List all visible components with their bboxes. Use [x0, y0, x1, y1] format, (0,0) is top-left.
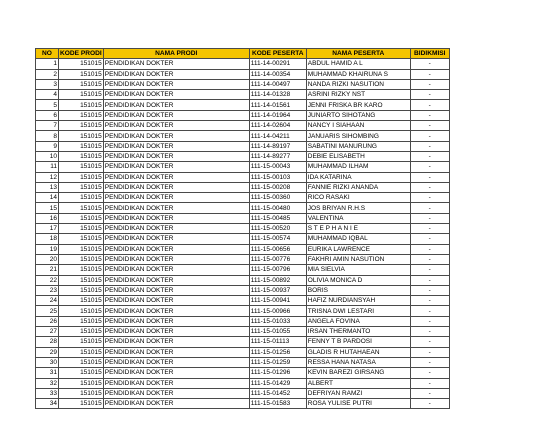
nama-peserta-cell: RESSA HANA NATASA — [306, 357, 410, 367]
nama-prodi-cell: PENDIDIKAN DOKTER — [103, 141, 249, 151]
nama-prodi-cell: PENDIDIKAN DOKTER — [103, 182, 249, 192]
table-row — [36, 234, 450, 244]
bidikmisi-cell: - — [410, 275, 449, 285]
bidikmisi-cell: - — [410, 100, 449, 110]
nama-prodi-cell: PENDIDIKAN DOKTER — [103, 151, 249, 161]
row-number-cell: 11 — [36, 162, 59, 172]
table-row — [36, 306, 450, 316]
table-row — [36, 244, 450, 254]
kode-peserta-cell: 111-15-00796 — [249, 265, 306, 275]
kode-peserta-cell: 111-15-00574 — [249, 234, 306, 244]
kode-prodi-cell: 151015 — [59, 275, 104, 285]
row-number-cell: 34 — [36, 399, 59, 409]
bidikmisi-cell: - — [410, 368, 449, 378]
nama-peserta-cell: KEVIN BAREZI GIRSANG — [306, 368, 410, 378]
kode-prodi-cell: 151015 — [59, 59, 104, 69]
row-number-cell: 14 — [36, 193, 59, 203]
bidikmisi-cell: - — [410, 378, 449, 388]
table-row — [36, 90, 450, 100]
kode-peserta-cell: 111-15-00937 — [249, 285, 306, 295]
kode-prodi-cell: 151015 — [59, 151, 104, 161]
table-row — [36, 193, 450, 203]
bidikmisi-cell: - — [410, 193, 449, 203]
table-row — [36, 316, 450, 326]
nama-prodi-cell: PENDIDIKAN DOKTER — [103, 368, 249, 378]
bidikmisi-cell: - — [410, 234, 449, 244]
nama-prodi-cell: PENDIDIKAN DOKTER — [103, 131, 249, 141]
row-number-cell: 33 — [36, 388, 59, 398]
nama-prodi-cell: PENDIDIKAN DOKTER — [103, 162, 249, 172]
kode-peserta-cell: 111-14-00291 — [249, 59, 306, 69]
nama-peserta-cell: SABATINI MANURUNG — [306, 141, 410, 151]
kode-peserta-cell: 111-14-89277 — [249, 151, 306, 161]
kode-prodi-cell: 151015 — [59, 100, 104, 110]
kode-peserta-cell: 111-14-00354 — [249, 69, 306, 79]
row-number-cell: 7 — [36, 121, 59, 131]
nama-peserta-cell: EURIKA LAWRENCE — [306, 244, 410, 254]
table-row — [36, 265, 450, 275]
nama-peserta-cell: JANUARIS SIHOMBING — [306, 131, 410, 141]
row-number-cell: 15 — [36, 203, 59, 213]
nama-peserta-cell: RICO RASAKI — [306, 193, 410, 203]
row-number-cell: 18 — [36, 234, 59, 244]
kode-peserta-cell: 111-15-00941 — [249, 296, 306, 306]
table-header-row — [36, 49, 450, 59]
kode-prodi-cell: 151015 — [59, 203, 104, 213]
row-number-cell: 9 — [36, 141, 59, 151]
table-row — [36, 182, 450, 192]
kode-prodi-cell: 151015 — [59, 141, 104, 151]
bidikmisi-cell: - — [410, 306, 449, 316]
nama-prodi-cell: PENDIDIKAN DOKTER — [103, 193, 249, 203]
nama-prodi-cell: PENDIDIKAN DOKTER — [103, 110, 249, 120]
nama-peserta-cell: S T E P H A N I E — [306, 224, 410, 234]
table-row — [36, 79, 450, 89]
nama-peserta-cell: VALENTINA — [306, 213, 410, 223]
table-row — [36, 347, 450, 357]
table-row — [36, 378, 450, 388]
table-row — [36, 69, 450, 79]
nama-peserta-cell: IDA KATARINA — [306, 172, 410, 182]
table-row — [36, 388, 450, 398]
kode-prodi-cell: 151015 — [59, 399, 104, 409]
nama-peserta-cell: MUHAMMAD ILHAM — [306, 162, 410, 172]
row-number-cell: 16 — [36, 213, 59, 223]
nama-prodi-cell: PENDIDIKAN DOKTER — [103, 399, 249, 409]
bidikmisi-cell: - — [410, 388, 449, 398]
kode-prodi-cell: 151015 — [59, 234, 104, 244]
row-number-cell: 13 — [36, 182, 59, 192]
kode-prodi-cell: 151015 — [59, 244, 104, 254]
nama-prodi-cell: PENDIDIKAN DOKTER — [103, 265, 249, 275]
table-row — [36, 172, 450, 182]
nama-peserta-cell: FANNIE RIZKI ANANDA — [306, 182, 410, 192]
nama-peserta-cell: MIA SIELVIA — [306, 265, 410, 275]
table-row — [36, 59, 450, 69]
bidikmisi-cell: - — [410, 203, 449, 213]
bidikmisi-cell: - — [410, 265, 449, 275]
table-row — [36, 275, 450, 285]
nama-prodi-cell: PENDIDIKAN DOKTER — [103, 100, 249, 110]
row-number-cell: 28 — [36, 337, 59, 347]
kode-prodi-cell: 151015 — [59, 182, 104, 192]
kode-prodi-cell: 151015 — [59, 357, 104, 367]
nama-peserta-cell: ROSA YULISE PUTRI — [306, 399, 410, 409]
kode-prodi-cell: 151015 — [59, 110, 104, 120]
table-row — [36, 100, 450, 110]
bidikmisi-cell: - — [410, 357, 449, 367]
row-number-cell: 26 — [36, 316, 59, 326]
table-row — [36, 368, 450, 378]
bidikmisi-cell: - — [410, 182, 449, 192]
kode-peserta-cell: 111-15-01429 — [249, 378, 306, 388]
nama-peserta-cell: MUHAMMAD IQBAL — [306, 234, 410, 244]
table-row — [36, 203, 450, 213]
kode-peserta-cell: 111-15-00520 — [249, 224, 306, 234]
row-number-cell: 6 — [36, 110, 59, 120]
row-number-cell: 20 — [36, 254, 59, 264]
table-row — [36, 254, 450, 264]
nama-prodi-cell: PENDIDIKAN DOKTER — [103, 244, 249, 254]
table-row — [36, 399, 450, 409]
row-number-cell: 29 — [36, 347, 59, 357]
kode-prodi-cell: 151015 — [59, 213, 104, 223]
table-row — [36, 141, 450, 151]
kode-peserta-cell: 111-15-01452 — [249, 388, 306, 398]
nama-prodi-cell: PENDIDIKAN DOKTER — [103, 121, 249, 131]
nama-prodi-cell: PENDIDIKAN DOKTER — [103, 378, 249, 388]
bidikmisi-cell: - — [410, 254, 449, 264]
table-row — [36, 110, 450, 120]
nama-peserta-cell: TRISNA DWI LESTARI — [306, 306, 410, 316]
row-number-cell: 31 — [36, 368, 59, 378]
row-number-cell: 10 — [36, 151, 59, 161]
row-number-cell: 27 — [36, 327, 59, 337]
row-number-cell: 2 — [36, 69, 59, 79]
kode-prodi-cell: 151015 — [59, 254, 104, 264]
kode-peserta-cell: 111-15-00043 — [249, 162, 306, 172]
row-number-cell: 24 — [36, 296, 59, 306]
kode-peserta-cell: 111-15-00656 — [249, 244, 306, 254]
bidikmisi-cell: - — [410, 141, 449, 151]
row-number-cell: 17 — [36, 224, 59, 234]
kode-prodi-cell: 151015 — [59, 296, 104, 306]
kode-prodi-cell: 151015 — [59, 285, 104, 295]
column-header-no: NO — [36, 49, 59, 59]
nama-peserta-cell: NANDA RIZKI NASUTION — [306, 79, 410, 89]
kode-prodi-cell: 151015 — [59, 388, 104, 398]
row-number-cell: 21 — [36, 265, 59, 275]
kode-peserta-cell: 111-15-01256 — [249, 347, 306, 357]
nama-peserta-cell: JUNIARTO SIHOTANG — [306, 110, 410, 120]
bidikmisi-cell: - — [410, 69, 449, 79]
bidikmisi-cell: - — [410, 131, 449, 141]
nama-peserta-cell: MUHAMMAD KHAIRUNA S — [306, 69, 410, 79]
nama-prodi-cell: PENDIDIKAN DOKTER — [103, 254, 249, 264]
kode-prodi-cell: 151015 — [59, 90, 104, 100]
column-header-bidikmisi: BIDIKMISI — [410, 49, 449, 59]
row-number-cell: 12 — [36, 172, 59, 182]
table-row — [36, 162, 450, 172]
table-row — [36, 327, 450, 337]
nama-peserta-cell: FAKHRI AMIN NASUTION — [306, 254, 410, 264]
nama-prodi-cell: PENDIDIKAN DOKTER — [103, 275, 249, 285]
row-number-cell: 3 — [36, 79, 59, 89]
kode-peserta-cell: 111-14-02604 — [249, 121, 306, 131]
row-number-cell: 22 — [36, 275, 59, 285]
bidikmisi-cell: - — [410, 285, 449, 295]
kode-prodi-cell: 151015 — [59, 121, 104, 131]
nama-peserta-cell: ANGELA FOVINA — [306, 316, 410, 326]
row-number-cell: 30 — [36, 357, 59, 367]
nama-prodi-cell: PENDIDIKAN DOKTER — [103, 337, 249, 347]
table-row — [36, 296, 450, 306]
nama-prodi-cell: PENDIDIKAN DOKTER — [103, 296, 249, 306]
table-row — [36, 285, 450, 295]
kode-prodi-cell: 151015 — [59, 327, 104, 337]
bidikmisi-cell: - — [410, 337, 449, 347]
bidikmisi-cell: - — [410, 110, 449, 120]
bidikmisi-cell: - — [410, 90, 449, 100]
nama-peserta-cell: BORIS — [306, 285, 410, 295]
nama-prodi-cell: PENDIDIKAN DOKTER — [103, 388, 249, 398]
kode-prodi-cell: 151015 — [59, 378, 104, 388]
kode-prodi-cell: 151015 — [59, 265, 104, 275]
bidikmisi-cell: - — [410, 172, 449, 182]
nama-peserta-cell: NANCY I SIAHAAN — [306, 121, 410, 131]
kode-prodi-cell: 151015 — [59, 316, 104, 326]
table-row — [36, 131, 450, 141]
nama-peserta-cell: IRSAN THERMANTO — [306, 327, 410, 337]
column-header-kode-prodi: KODE PRODI — [60, 50, 102, 58]
kode-peserta-cell: 111-15-01113 — [249, 337, 306, 347]
nama-prodi-cell: PENDIDIKAN DOKTER — [103, 79, 249, 89]
nama-peserta-cell: DEBIE ELISABETH — [306, 151, 410, 161]
kode-peserta-cell: 111-14-04211 — [249, 131, 306, 141]
bidikmisi-cell: - — [410, 316, 449, 326]
nama-prodi-cell: PENDIDIKAN DOKTER — [103, 306, 249, 316]
nama-peserta-cell: ASRINI RIZKY NST — [306, 90, 410, 100]
nama-prodi-cell: PENDIDIKAN DOKTER — [103, 224, 249, 234]
kode-prodi-cell: 151015 — [59, 172, 104, 182]
bidikmisi-cell: - — [410, 59, 449, 69]
kode-peserta-cell: 111-15-01583 — [249, 399, 306, 409]
bidikmisi-cell: - — [410, 296, 449, 306]
bidikmisi-cell: - — [410, 244, 449, 254]
kode-prodi-cell: 151015 — [59, 224, 104, 234]
bidikmisi-cell: - — [410, 399, 449, 409]
nama-prodi-cell: PENDIDIKAN DOKTER — [103, 213, 249, 223]
kode-peserta-cell: 111-14-01964 — [249, 110, 306, 120]
kode-peserta-cell: 111-15-00480 — [249, 203, 306, 213]
nama-prodi-cell: PENDIDIKAN DOKTER — [103, 347, 249, 357]
kode-peserta-cell: 111-15-00892 — [249, 275, 306, 285]
kode-prodi-cell: 151015 — [59, 79, 104, 89]
kode-peserta-cell: 111-15-01055 — [249, 327, 306, 337]
nama-peserta-cell: FENNY T B PARDOSI — [306, 337, 410, 347]
kode-peserta-cell: 111-14-01561 — [249, 100, 306, 110]
nama-prodi-cell: PENDIDIKAN DOKTER — [103, 69, 249, 79]
kode-peserta-cell: 111-15-00776 — [249, 254, 306, 264]
nama-prodi-cell: PENDIDIKAN DOKTER — [103, 90, 249, 100]
table-row — [36, 213, 450, 223]
row-number-cell: 32 — [36, 378, 59, 388]
row-number-cell: 4 — [36, 90, 59, 100]
nama-peserta-cell: JOS BRIYAN R.H.S — [306, 203, 410, 213]
column-header-nama-peserta: NAMA PESERTA — [306, 49, 410, 59]
row-number-cell: 1 — [36, 59, 59, 69]
nama-prodi-cell: PENDIDIKAN DOKTER — [103, 59, 249, 69]
nama-prodi-cell: PENDIDIKAN DOKTER — [103, 234, 249, 244]
kode-prodi-cell: 151015 — [59, 131, 104, 141]
nama-prodi-cell: PENDIDIKAN DOKTER — [103, 357, 249, 367]
bidikmisi-cell: - — [410, 347, 449, 357]
nama-peserta-cell: OLIVIA MONICA D — [306, 275, 410, 285]
kode-prodi-cell: 151015 — [59, 306, 104, 316]
kode-prodi-cell: 151015 — [59, 337, 104, 347]
nama-peserta-cell: DEFRIYAN RAMZI — [306, 388, 410, 398]
nama-prodi-cell: PENDIDIKAN DOKTER — [103, 316, 249, 326]
table-body — [36, 59, 450, 409]
kode-peserta-cell: 111-15-01259 — [249, 357, 306, 367]
kode-prodi-cell: 151015 — [59, 368, 104, 378]
row-number-cell: 5 — [36, 100, 59, 110]
kode-prodi-cell: 151015 — [59, 69, 104, 79]
kode-prodi-cell: 151015 — [59, 162, 104, 172]
table-row — [36, 121, 450, 131]
table-row — [36, 337, 450, 347]
participant-table — [35, 48, 450, 409]
kode-peserta-cell: 111-15-00485 — [249, 213, 306, 223]
bidikmisi-cell: - — [410, 162, 449, 172]
table-row — [36, 224, 450, 234]
row-number-cell: 19 — [36, 244, 59, 254]
kode-peserta-cell: 111-15-00208 — [249, 182, 306, 192]
kode-prodi-cell: 151015 — [59, 347, 104, 357]
nama-prodi-cell: PENDIDIKAN DOKTER — [103, 203, 249, 213]
row-number-cell: 8 — [36, 131, 59, 141]
kode-peserta-cell: 111-15-01033 — [249, 316, 306, 326]
column-header-nama-prodi: NAMA PRODI — [103, 49, 249, 59]
row-number-cell: 25 — [36, 306, 59, 316]
nama-peserta-cell: HAFIZ NURDIANSYAH — [306, 296, 410, 306]
kode-peserta-cell: 111-15-00103 — [249, 172, 306, 182]
nama-peserta-cell: GLADIS R HUTAHAEAN — [306, 347, 410, 357]
nama-prodi-cell: PENDIDIKAN DOKTER — [103, 327, 249, 337]
bidikmisi-cell: - — [410, 213, 449, 223]
kode-peserta-cell: 111-15-01296 — [249, 368, 306, 378]
table-row — [36, 357, 450, 367]
column-header-kode-peserta: KODE PESERTA — [249, 49, 306, 59]
kode-peserta-cell: 111-14-00497 — [249, 79, 306, 89]
nama-prodi-cell: PENDIDIKAN DOKTER — [103, 285, 249, 295]
kode-peserta-cell: 111-15-00966 — [249, 306, 306, 316]
kode-peserta-cell: 111-15-00360 — [249, 193, 306, 203]
kode-peserta-cell: 111-14-89197 — [249, 141, 306, 151]
nama-prodi-cell: PENDIDIKAN DOKTER — [103, 172, 249, 182]
bidikmisi-cell: - — [410, 151, 449, 161]
kode-prodi-cell: 151015 — [59, 193, 104, 203]
table-row — [36, 151, 450, 161]
nama-peserta-cell: JENNI FRISKA BR KARO — [306, 100, 410, 110]
bidikmisi-cell: - — [410, 79, 449, 89]
nama-peserta-cell: ALBERT — [306, 378, 410, 388]
bidikmisi-cell: - — [410, 224, 449, 234]
nama-peserta-cell: ABDUL HAMID A L — [306, 59, 410, 69]
bidikmisi-cell: - — [410, 327, 449, 337]
bidikmisi-cell: - — [410, 121, 449, 131]
row-number-cell: 23 — [36, 285, 59, 295]
kode-peserta-cell: 111-14-01328 — [249, 90, 306, 100]
